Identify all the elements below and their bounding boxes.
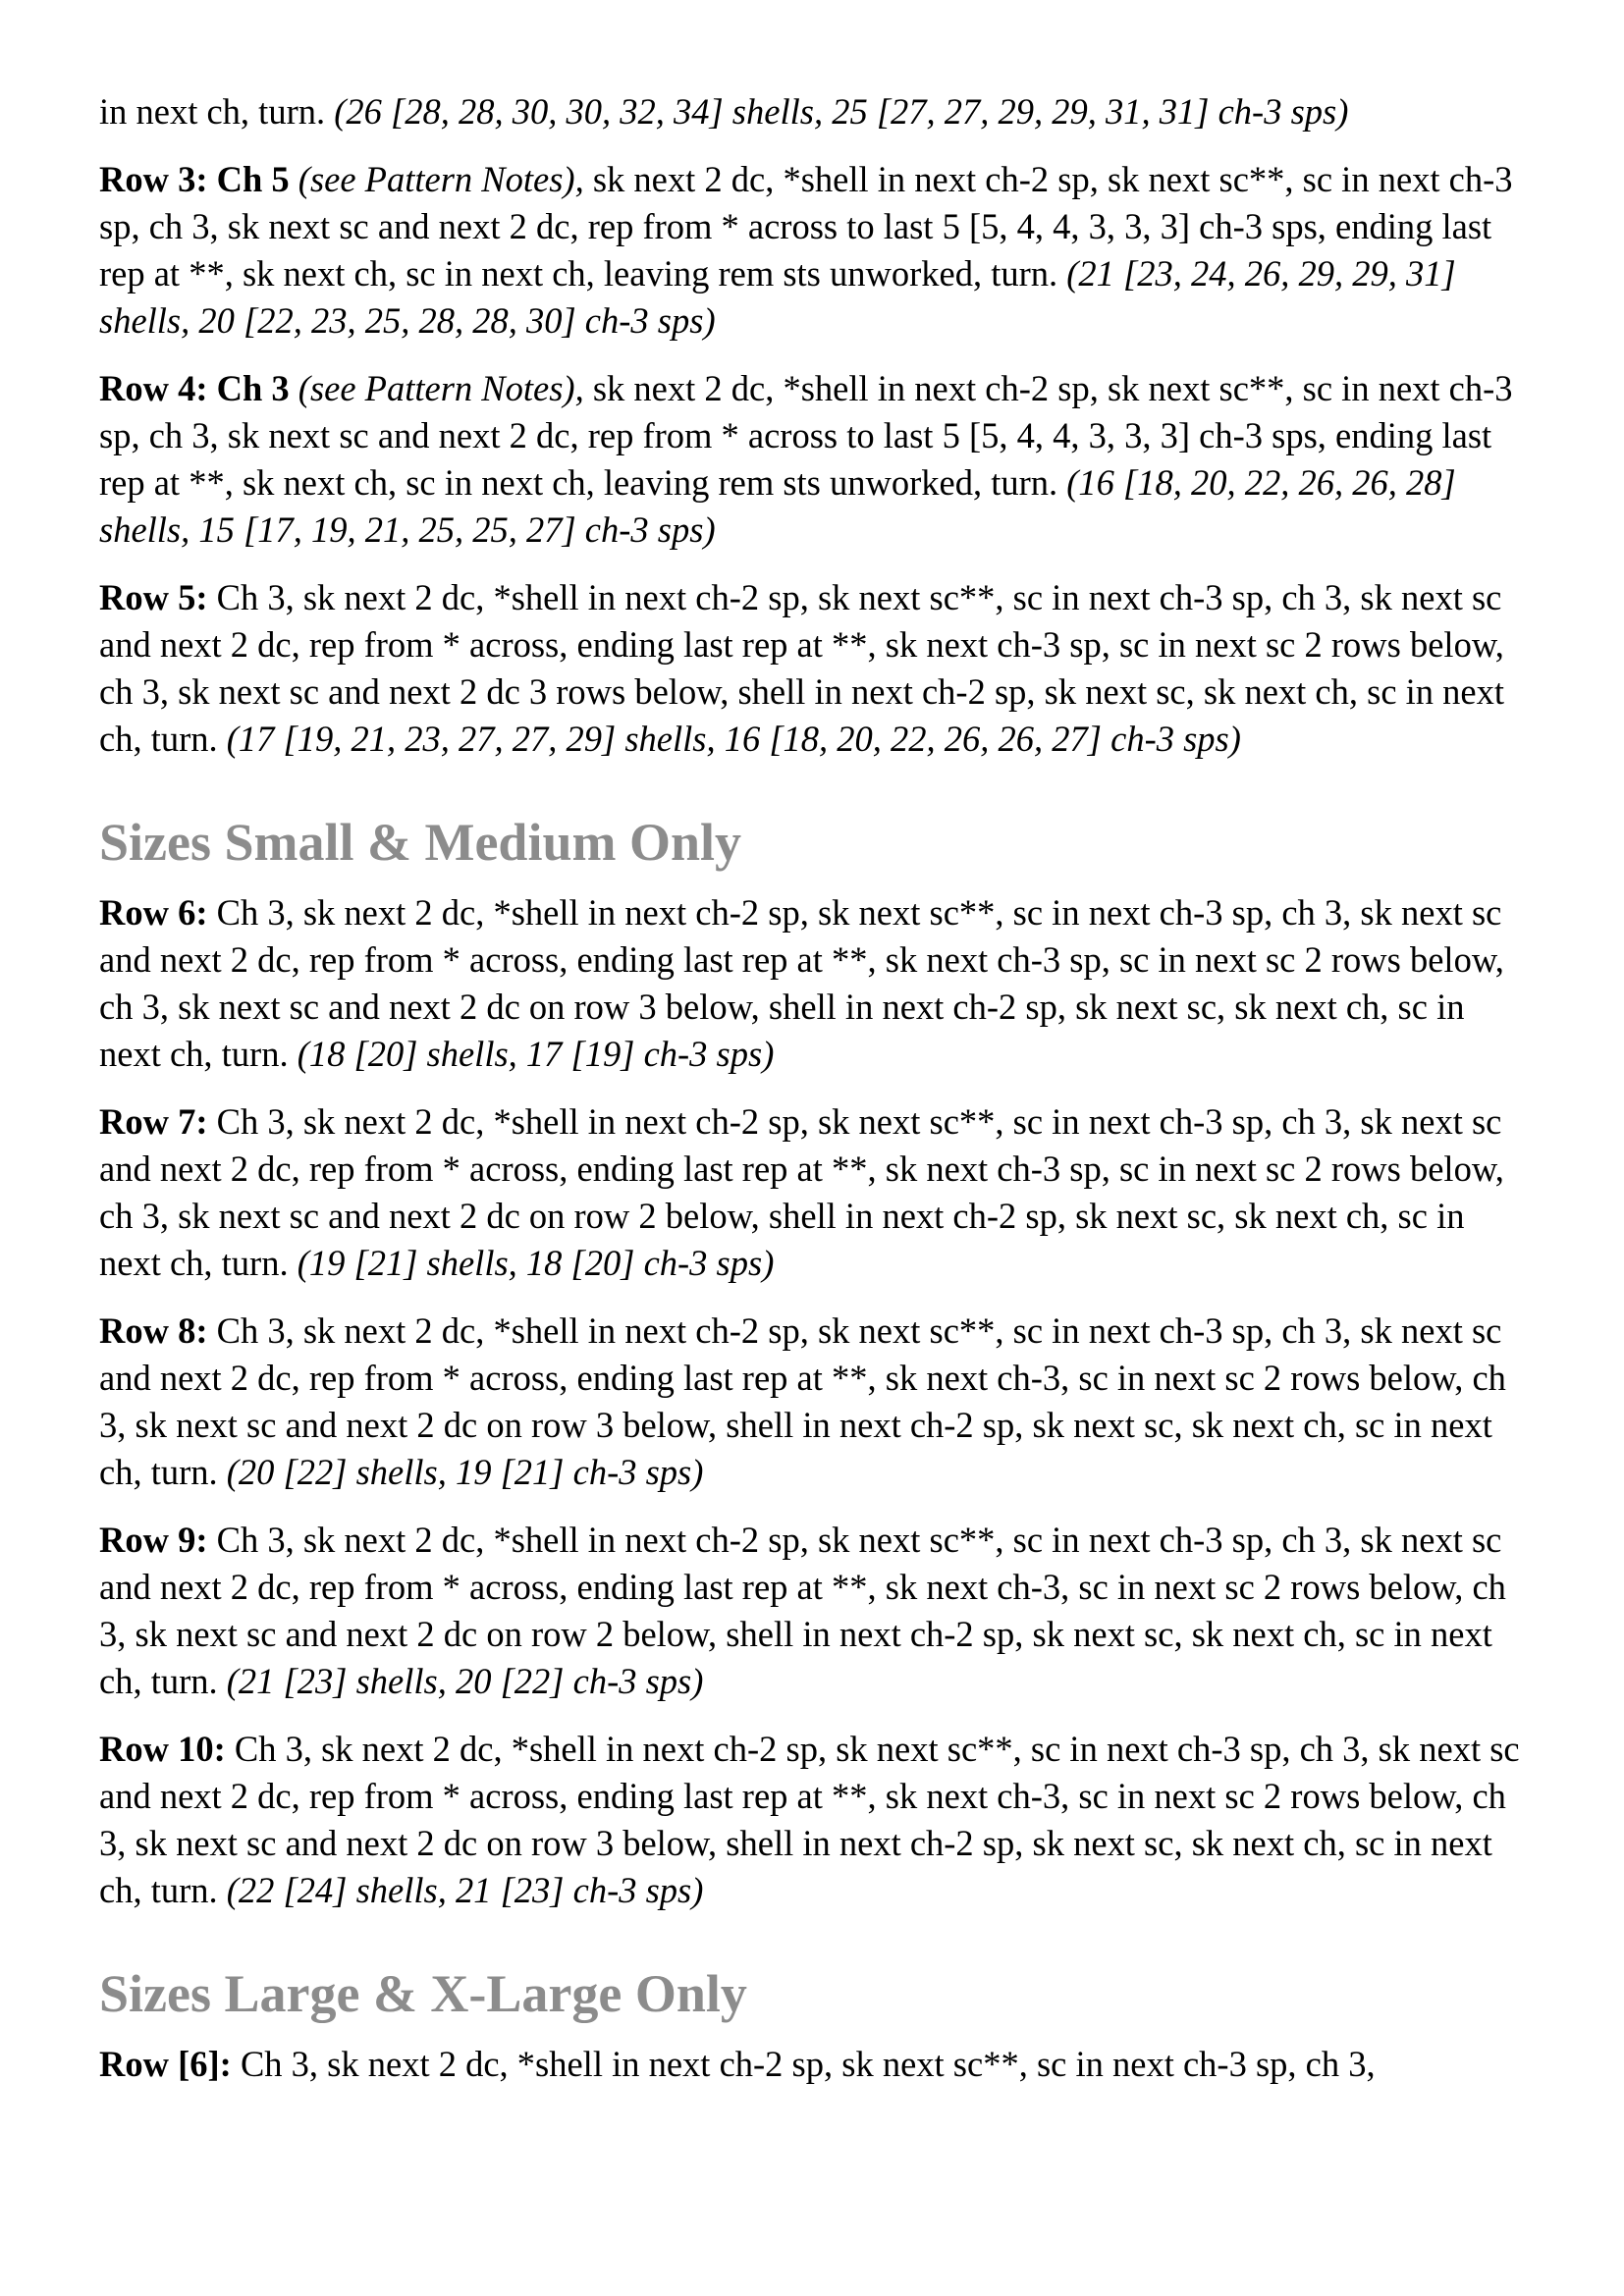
row-7-text: Ch 3, sk next 2 dc, *shell in next ch-2 sp, sk next sc**, sc in next ch-3 sp, ch 3, sk next sc and next 2 dc, rep from * across, ending last rep at **, sk next ch-3 sp, sc in next sc 2 rows below, ch 3, sk next sc and next 2 dc on row 2 below, shell in next ch-2 sp, sk next sc, sk next ch, sc in next ch, turn. bbox=[99, 1101, 1504, 1283]
row-3 bbox=[99, 156, 1533, 345]
row-10-label: Row 10: bbox=[99, 1729, 226, 1769]
row-5-stitch-count: (17 [19, 21, 23, 27, 27, 29] shells, 16 [18, 20, 22, 26, 26, 27] ch-3 sps) bbox=[226, 719, 1241, 759]
row-3-note: (see Pattern Notes), bbox=[289, 159, 584, 199]
row-4-text: sk next 2 dc, *shell in next ch-2 sp, sk next sc**, sc in next ch-3 sp, ch 3, sk next sc and next 2 dc, rep from * across to last 5 [5, 4, 4, 3, 3, 3] ch-3 sps, ending last rep at **, sk next ch, sc in next ch, leaving rem sts unworked, turn. bbox=[99, 368, 1513, 503]
row-10 bbox=[99, 1726, 1533, 1914]
row-10-stitch-count: (22 [24] shells, 21 [23] ch-3 sps) bbox=[226, 1870, 704, 1910]
row-9-text: Ch 3, sk next 2 dc, *shell in next ch-2 sp, sk next sc**, sc in next ch-3 sp, ch 3, sk next sc and next 2 dc, rep from * across, ending last rep at **, sk next ch-3, sc in next sc 2 rows below, ch 3, sk next sc and next 2 dc on row 2 below, shell in next ch-2 sp, sk next sc, sk next ch, sc in next ch, turn. bbox=[99, 1520, 1506, 1701]
row-7-stitch-count: (19 [21] shells, 18 [20] ch-3 sps) bbox=[297, 1243, 775, 1283]
row-10-text: Ch 3, sk next 2 dc, *shell in next ch-2 sp, sk next sc**, sc in next ch-3 sp, ch 3, sk next sc and next 2 dc, rep from * across, ending last rep at **, sk next ch-3, sc in next sc 2 rows below, ch 3, sk next sc and next 2 dc on row 3 below, shell in next ch-2 sp, sk next sc, sk next ch, sc in next ch, turn. bbox=[99, 1729, 1520, 1910]
heading-sizes-large-xlarge: Sizes Large & X-Large Only bbox=[99, 1964, 747, 2023]
row-7-label: Row 7: bbox=[99, 1101, 208, 1142]
row-6-stitch-count: (18 [20] shells, 17 [19] ch-3 sps) bbox=[297, 1034, 775, 1074]
pattern-page bbox=[99, 88, 1533, 2109]
row-8-stitch-count: (20 [22] shells, 19 [21] ch-3 sps) bbox=[226, 1452, 704, 1492]
row-6-large-label: Row [6]: bbox=[99, 2044, 232, 2084]
row-4-note: (see Pattern Notes), bbox=[289, 368, 584, 408]
row-4-stitch-count: (16 [18, 20, 22, 26, 26, 28] shells, 15 [17, 19, 21, 25, 25, 27] ch-3 sps) bbox=[99, 462, 1456, 550]
row-7 bbox=[99, 1098, 1533, 1287]
row-5 bbox=[99, 574, 1533, 763]
row-3-stitch-count: (21 [23, 24, 26, 29, 29, 31] shells, 20 [22, 23, 25, 28, 28, 30] ch-3 sps) bbox=[99, 253, 1456, 341]
row-5-text: Ch 3, sk next 2 dc, *shell in next ch-2 sp, sk next sc**, sc in next ch-3 sp, ch 3, sk next sc and next 2 dc, rep from * across, ending last rep at **, sk next ch-3 sp, sc in next sc 2 rows below, ch 3, sk next sc and next 2 dc 3 rows below, shell in next ch-2 sp, sk next sc, sk next ch, sc in next ch, turn. bbox=[99, 577, 1505, 759]
row-3-text: sk next 2 dc, *shell in next ch-2 sp, sk next sc**, sc in next ch-3 sp, ch 3, sk next sc and next 2 dc, rep from * across to last 5 [5, 4, 4, 3, 3, 3] ch-3 sps, ending last rep at **, sk next ch, sc in next ch, leaving rem sts unworked, turn. bbox=[99, 159, 1513, 294]
row-4 bbox=[99, 365, 1533, 554]
row-2-text: in next ch, turn. bbox=[99, 91, 335, 132]
row-6-large-text: Ch 3, sk next 2 dc, *shell in next ch-2 sp, sk next sc**, sc in next ch-3 sp, ch 3, bbox=[231, 2044, 1376, 2084]
row-2-continuation bbox=[99, 88, 1533, 135]
row-6 bbox=[99, 889, 1533, 1078]
row-8-label: Row 8: bbox=[99, 1310, 208, 1351]
row-4-label: Row 4: Ch 3 bbox=[99, 368, 290, 408]
row-5-label: Row 5: bbox=[99, 577, 208, 617]
row-9-stitch-count: (21 [23] shells, 20 [22] ch-3 sps) bbox=[226, 1661, 704, 1701]
row-8 bbox=[99, 1308, 1533, 1496]
row-6-large bbox=[99, 2041, 1533, 2088]
row-9-label: Row 9: bbox=[99, 1520, 208, 1560]
row-6-text: Ch 3, sk next 2 dc, *shell in next ch-2 sp, sk next sc**, sc in next ch-3 sp, ch 3, sk next sc and next 2 dc, rep from * across, ending last rep at **, sk next ch-3 sp, sc in next sc 2 rows below, ch 3, sk next sc and next 2 dc on row 3 below, shell in next ch-2 sp, sk next sc, sk next ch, sc in next ch, turn. bbox=[99, 892, 1504, 1074]
row-8-text: Ch 3, sk next 2 dc, *shell in next ch-2 sp, sk next sc**, sc in next ch-3 sp, ch 3, sk next sc and next 2 dc, rep from * across, ending last rep at **, sk next ch-3, sc in next sc 2 rows below, ch 3, sk next sc and next 2 dc on row 3 below, shell in next ch-2 sp, sk next sc, sk next ch, sc in next ch, turn. bbox=[99, 1310, 1506, 1492]
row-6-label: Row 6: bbox=[99, 892, 208, 933]
heading-sizes-small-medium: Sizes Small & Medium Only bbox=[99, 813, 742, 872]
row-9 bbox=[99, 1517, 1533, 1705]
row-2-stitch-count: (26 [28, 28, 30, 30, 32, 34] shells, 25 [27, 27, 29, 29, 31, 31] ch-3 sps) bbox=[334, 91, 1349, 132]
row-3-label: Row 3: Ch 5 bbox=[99, 159, 290, 199]
